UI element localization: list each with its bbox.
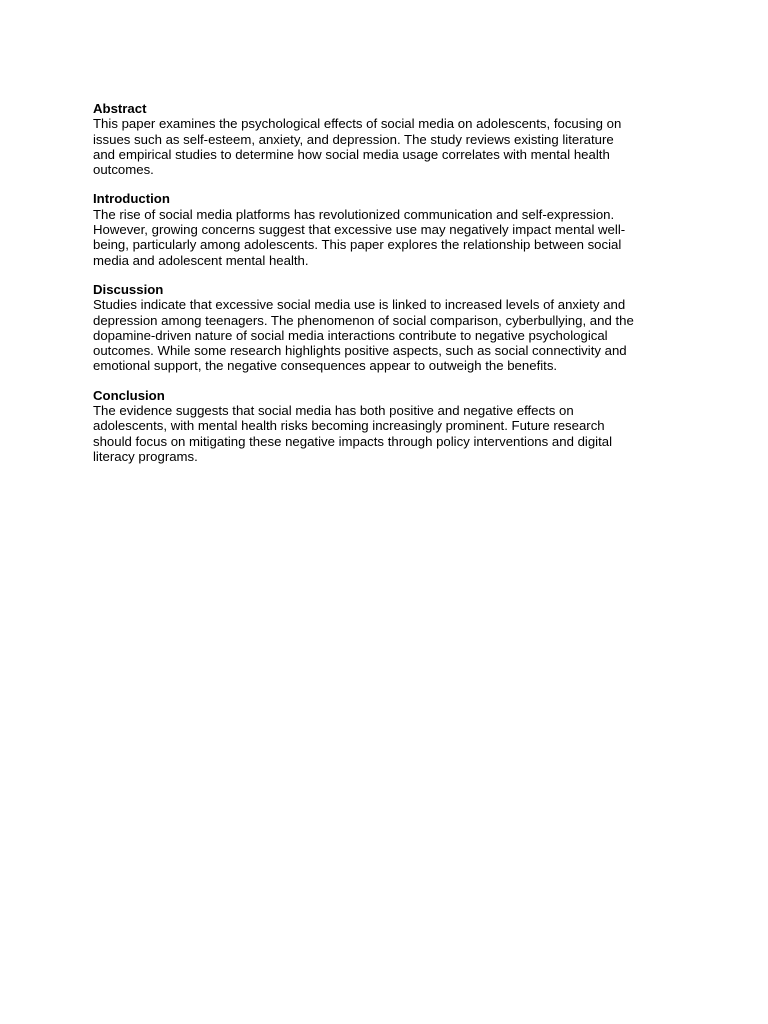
text-line: outcomes.: [93, 162, 154, 178]
section-heading: Introduction: [93, 191, 170, 207]
section-introduction: [93, 191, 683, 267]
section-body: [93, 403, 683, 464]
section-body: [93, 297, 683, 373]
text-line: dopamine-driven nature of social media interactions contribute to negative psychological: [93, 327, 608, 343]
text-line: This paper examines the psychological effects of social media on adolescents, focusing on: [93, 116, 622, 132]
text-line: issues such as self-esteem, anxiety, and depression. The study reviews existing literature: [93, 131, 614, 147]
section-body: [93, 207, 683, 268]
text-line: media and adolescent mental health.: [93, 252, 309, 268]
section-heading: Abstract: [93, 101, 147, 116]
section-body: [93, 116, 683, 177]
text-line: However, growing concerns suggest that excessive use may negatively impact mental well-: [93, 222, 626, 238]
text-line: literacy programs.: [93, 448, 198, 464]
section-heading: Discussion: [93, 281, 164, 297]
text-line: Studies indicate that excessive social media use is linked to increased levels of anxiety and: [93, 297, 626, 313]
text-line: outcomes. While some research highlights positive aspects, such as social connectivity and: [93, 343, 627, 359]
document-page: [93, 101, 683, 478]
text-line: should focus on mitigating these negative impacts through policy interventions and digital: [93, 433, 613, 449]
text-line: emotional support, the negative consequences appear to outweigh the benefits.: [93, 358, 558, 374]
text-line: and empirical studies to determine how social media usage correlates with mental health: [93, 146, 610, 162]
text-line: The rise of social media platforms has revolutionized communication and self-expression.: [93, 206, 615, 222]
text-line: adolescents, with mental health risks becoming increasingly prominent. Future research: [93, 418, 605, 434]
text-line: depression among teenagers. The phenomenon of social comparison, cyberbullying, and the: [93, 312, 634, 328]
section-heading: Conclusion: [93, 387, 165, 403]
section-conclusion: [93, 388, 683, 464]
section-abstract: [93, 101, 683, 177]
text-line: The evidence suggests that social media has both positive and negative effects on: [93, 403, 574, 419]
text-line: being, particularly among adolescents. This paper explores the relationship between social: [93, 237, 622, 253]
section-discussion: [93, 282, 683, 374]
